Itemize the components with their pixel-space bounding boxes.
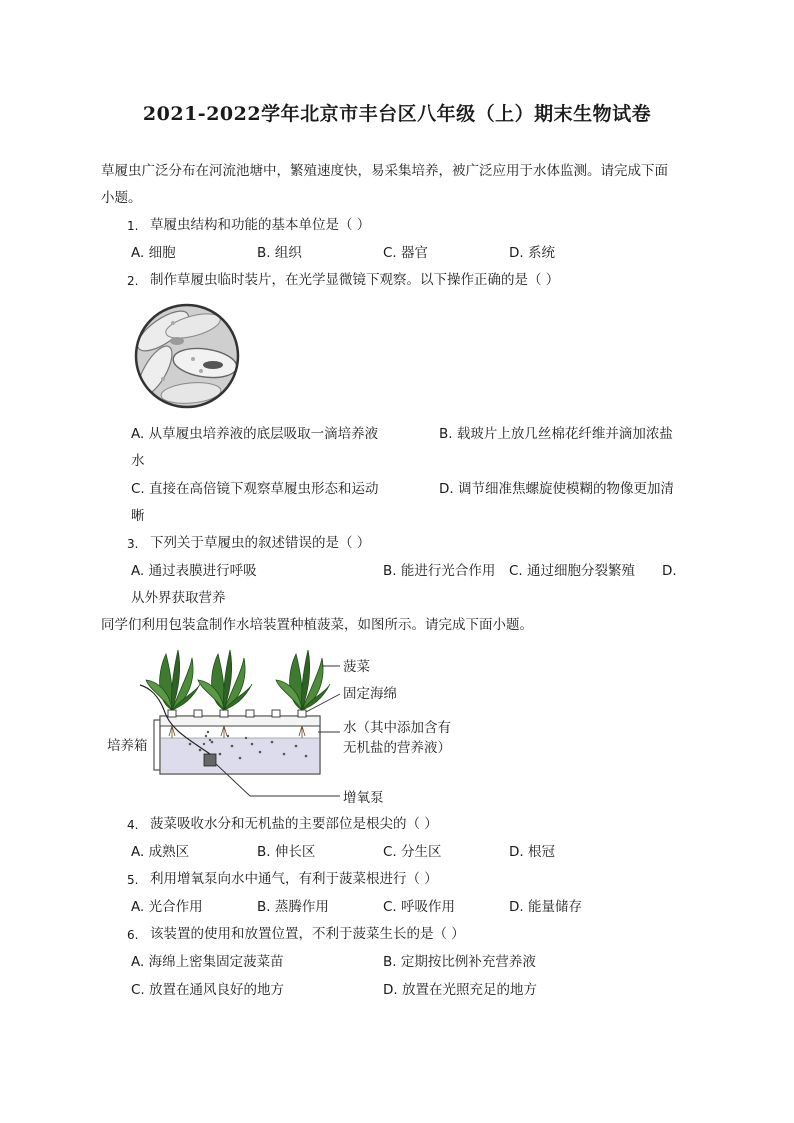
q1-option-c: C. 器官 (383, 245, 429, 261)
section2-intro: 同学们利用包装盒制作水培装置种植菠菜，如图所示。请完成下面小题。 (101, 617, 533, 633)
q5-option-c: C. 呼吸作用 (383, 899, 456, 915)
q6-option-b: B. 定期按比例补充营养液 (383, 954, 536, 970)
q2-option-d-line1: D. 调节细准焦螺旋使模糊的物像更加清 (439, 481, 674, 497)
q5-option-d: D. 能量储存 (509, 899, 582, 915)
q4-option-a: A. 成熟区 (131, 844, 190, 860)
q1-stem: 草履虫结构和功能的基本单位是（ ） (150, 217, 371, 233)
paramecium-micrograph (133, 301, 241, 411)
q3-stem: 下列关于草履虫的叙述错误的是（ ） (150, 535, 371, 551)
q1-option-b: B. 组织 (257, 245, 302, 261)
q6-number: 6. (127, 928, 139, 942)
section1-intro-line2: 小题。 (101, 190, 142, 206)
q1-option-d: D. 系统 (509, 245, 555, 261)
q3-number: 3. (127, 537, 139, 551)
q2-option-d-line2: 晰 (131, 508, 145, 524)
q2-number: 2. (127, 274, 139, 288)
hydroponic-device-figure (100, 640, 340, 810)
q4-option-c: C. 分生区 (383, 844, 442, 860)
q4-option-d: D. 根冠 (509, 844, 555, 860)
q2-option-c: C. 直接在高倍镜下观察草履虫形态和运动 (131, 481, 379, 497)
exam-title: 2021-2022学年北京市丰台区八年级（上）期末生物试卷 (142, 103, 652, 125)
label-sponge: 固定海绵 (343, 686, 397, 702)
label-spinach: 菠菜 (343, 659, 370, 675)
q1-option-a: A. 细胞 (131, 245, 176, 261)
q2-option-b-line1: B. 载玻片上放几丝棉花纤维并滴加浓盐 (439, 426, 673, 442)
label-culture-box: 培养箱 (107, 738, 148, 754)
q1-number: 1. (127, 219, 139, 233)
q3-option-d-label: D. (662, 563, 677, 579)
q6-option-d: D. 放置在光照充足的地方 (383, 982, 537, 998)
q3-option-b: B. 能进行光合作用 (383, 563, 496, 579)
q3-option-d-text: 从外界获取营养 (131, 590, 226, 606)
q4-option-b: B. 伸长区 (257, 844, 316, 860)
q4-number: 4. (127, 818, 139, 832)
q5-number: 5. (127, 873, 139, 887)
section1-intro-line1: 草履虫广泛分布在河流池塘中，繁殖速度快，易采集培养，被广泛应用于水体监测。请完成下面 (101, 163, 668, 179)
label-oxygen-pump: 增氧泵 (343, 790, 384, 806)
label-water-line1: 水（其中添加含有 (343, 720, 451, 736)
label-water-line2: 无机盐的营养液） (343, 740, 451, 756)
q2-stem: 制作草履虫临时装片，在光学显微镜下观察。以下操作正确的是（ ） (150, 272, 560, 288)
q6-stem: 该装置的使用和放置位置，不利于菠菜生长的是（ ） (150, 926, 465, 942)
q5-option-a: A. 光合作用 (131, 899, 203, 915)
q3-option-a: A. 通过表膜进行呼吸 (131, 563, 257, 579)
q5-option-b: B. 蒸腾作用 (257, 899, 329, 915)
q3-option-c: C. 通过细胞分裂繁殖 (509, 563, 636, 579)
q6-option-a: A. 海绵上密集固定菠菜苗 (131, 954, 284, 970)
q5-stem: 利用增氧泵向水中通气，有利于菠菜根进行（ ） (150, 871, 438, 887)
q4-stem: 菠菜吸收水分和无机盐的主要部位是根尖的（ ） (150, 816, 438, 832)
q2-option-a: A. 从草履虫培养液的底层吸取一滴培养液 (131, 426, 379, 442)
q6-option-c: C. 放置在通风良好的地方 (131, 982, 285, 998)
q2-option-b-line2: 水 (131, 453, 145, 469)
